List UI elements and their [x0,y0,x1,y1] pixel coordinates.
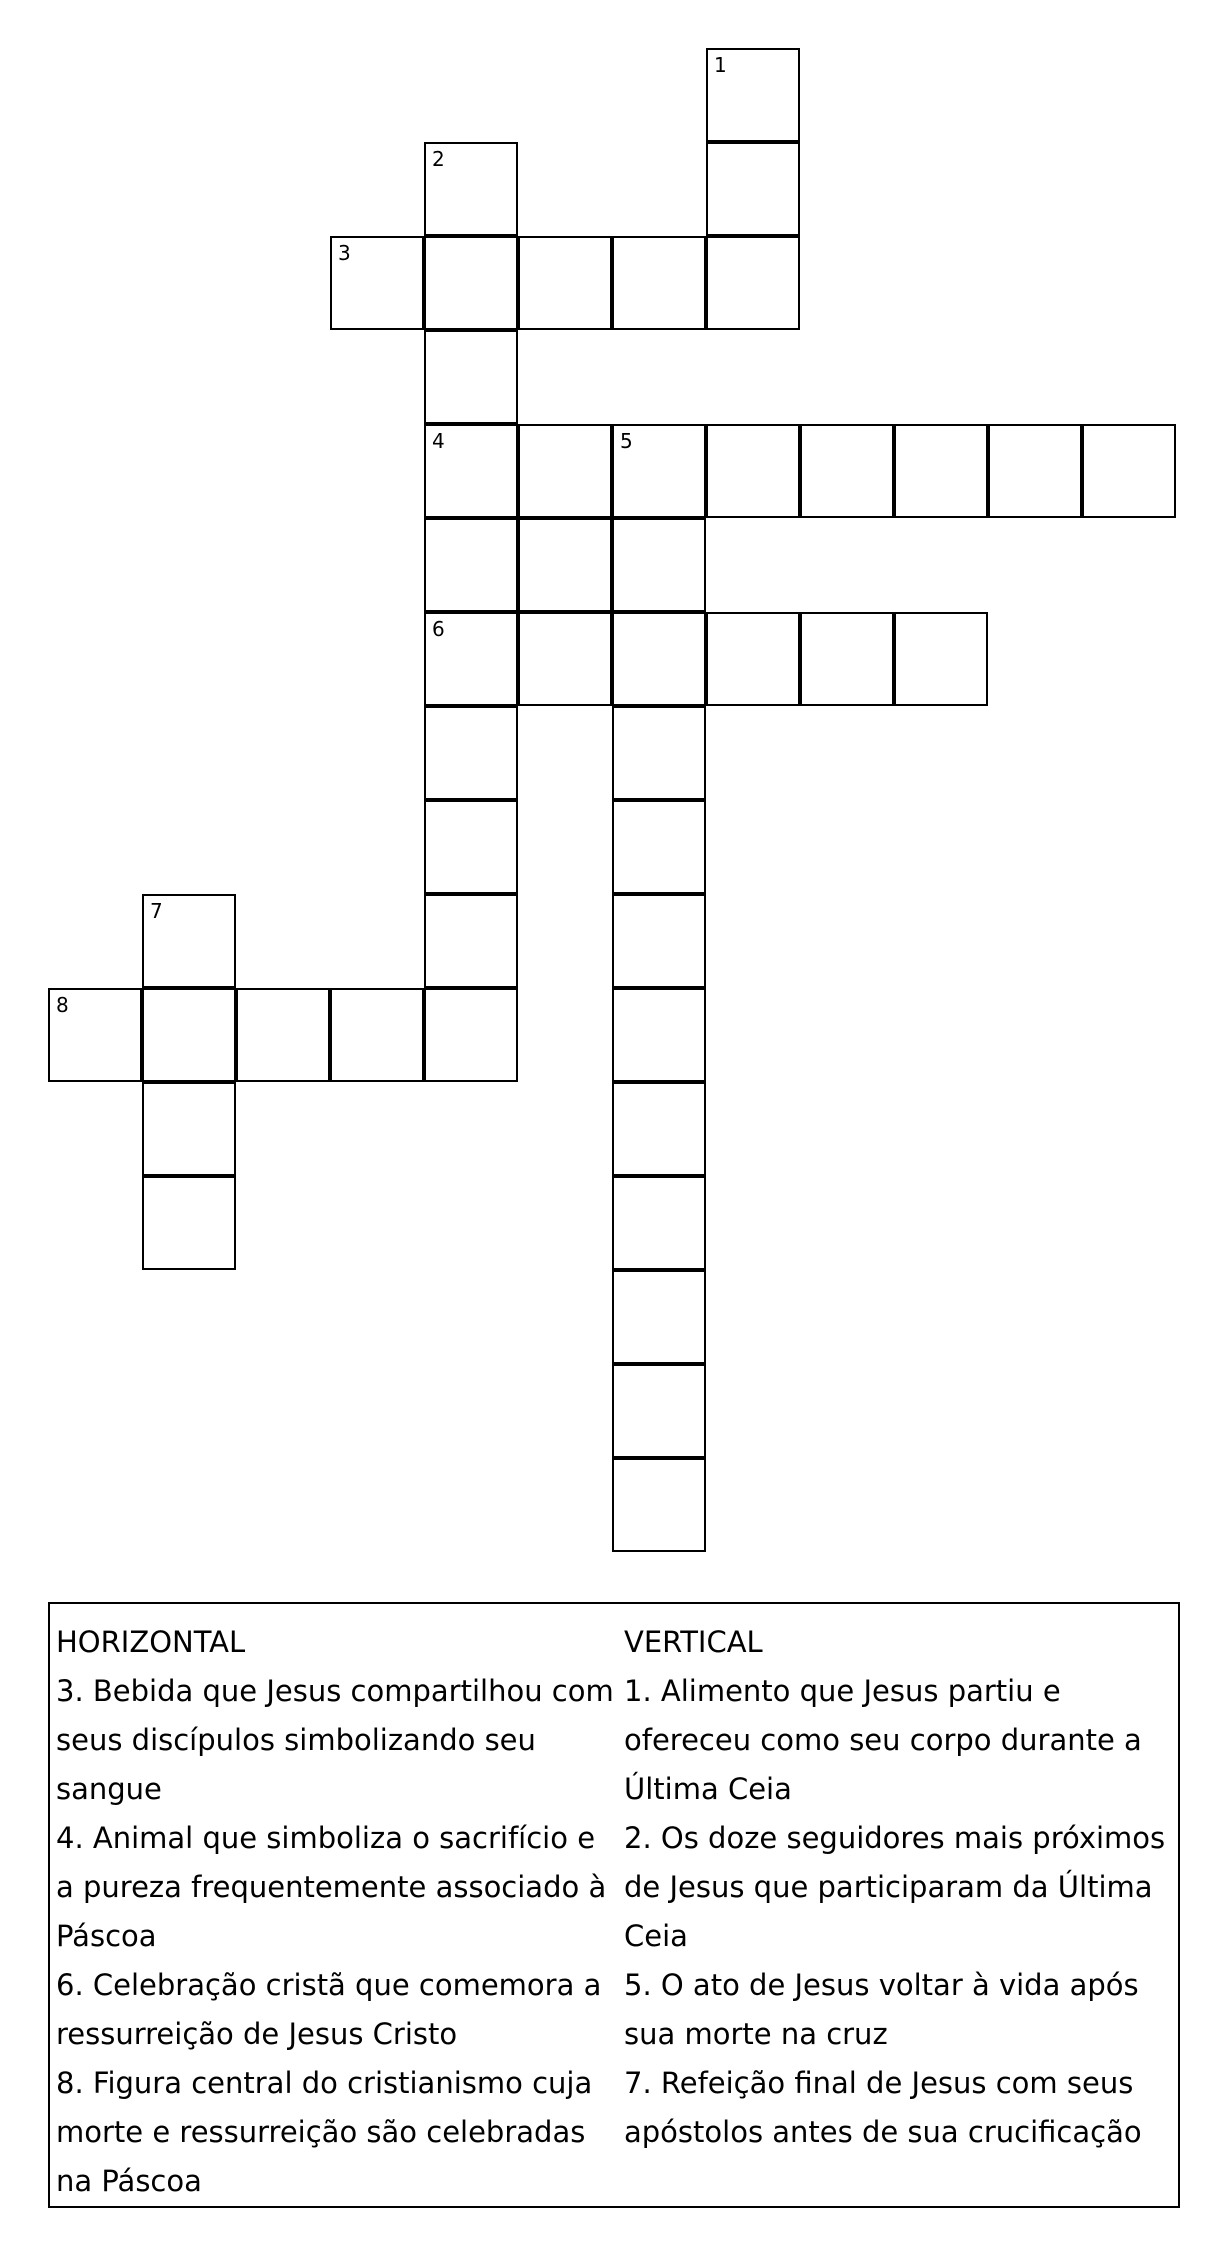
clues-box [48,1602,1180,2208]
grid-cell[interactable] [706,142,800,236]
grid-cell[interactable] [424,236,518,330]
vertical-heading: VERTICAL [624,1625,763,1659]
grid-cell[interactable] [612,1364,706,1458]
grid-cell-7[interactable] [142,894,236,988]
clue-number: 4 [432,429,445,453]
grid-cell[interactable] [424,706,518,800]
grid-cell[interactable] [424,800,518,894]
grid-cell[interactable] [706,612,800,706]
grid-cell-8[interactable] [48,988,142,1082]
clue-number: 8 [56,993,69,1017]
clue-horizontal-4: 4. Animal que simboliza o sacrifício e a pureza frequentemente associado à Páscoa [56,1821,607,1953]
grid-cell[interactable] [800,612,894,706]
grid-cell[interactable] [518,236,612,330]
grid-cell[interactable] [424,894,518,988]
grid-cell[interactable] [142,1176,236,1270]
grid-cell[interactable] [518,612,612,706]
grid-cell-3[interactable] [330,236,424,330]
grid-cell[interactable] [612,706,706,800]
grid-cell-5[interactable] [612,424,706,518]
grid-cell[interactable] [612,1176,706,1270]
grid-cell[interactable] [236,988,330,1082]
grid-cell[interactable] [988,424,1082,518]
grid-cell-6[interactable] [424,612,518,706]
grid-cell[interactable] [142,988,236,1082]
clue-number: 2 [432,147,445,171]
grid-cell[interactable] [424,988,518,1082]
grid-cell[interactable] [424,330,518,424]
grid-cell[interactable] [330,988,424,1082]
clue-number: 7 [150,899,163,923]
grid-cell[interactable] [706,424,800,518]
vertical-clues [624,1618,1174,2157]
grid-cell-1[interactable] [706,48,800,142]
grid-cell[interactable] [142,1082,236,1176]
clue-number: 1 [714,53,727,77]
clue-horizontal-6: 6. Celebração cristã que comemora a ressurreição de Jesus Cristo [56,1968,602,2051]
grid-cell[interactable] [612,894,706,988]
grid-cell[interactable] [894,424,988,518]
grid-cell-4[interactable] [424,424,518,518]
grid-cell-2[interactable] [424,142,518,236]
clue-number: 6 [432,617,445,641]
grid-cell[interactable] [612,612,706,706]
grid-cell[interactable] [612,1458,706,1552]
grid-cell[interactable] [518,518,612,612]
horizontal-clues [56,1618,616,2206]
grid-cell[interactable] [612,518,706,612]
grid-cell[interactable] [612,236,706,330]
grid-cell[interactable] [424,518,518,612]
clue-vertical-5: 5. O ato de Jesus voltar à vida após sua morte na cruz [624,1968,1139,2051]
clue-number: 5 [620,429,633,453]
clue-horizontal-8: 8. Figura central do cristianismo cuja morte e ressurreição são celebradas na Páscoa [56,2066,593,2198]
grid-cell[interactable] [612,1082,706,1176]
grid-cell[interactable] [1082,424,1176,518]
clue-vertical-2: 2. Os doze seguidores mais próximos de Jesus que participaram da Última Ceia [624,1821,1166,1953]
clue-vertical-7: 7. Refeição final de Jesus com seus apóstolos antes de sua crucificação [624,2066,1142,2149]
horizontal-heading: HORIZONTAL [56,1625,246,1659]
clue-number: 3 [338,241,351,265]
grid-cell[interactable] [894,612,988,706]
clue-horizontal-3: 3. Bebida que Jesus compartilhou com seus discípulos simbolizando seu sangue [56,1674,614,1806]
grid-cell[interactable] [706,236,800,330]
grid-cell[interactable] [800,424,894,518]
grid-cell[interactable] [612,1270,706,1364]
grid-cell[interactable] [518,424,612,518]
grid-cell[interactable] [612,800,706,894]
clue-vertical-1: 1. Alimento que Jesus partiu e ofereceu como seu corpo durante a Última Ceia [624,1674,1142,1806]
grid-cell[interactable] [612,988,706,1082]
